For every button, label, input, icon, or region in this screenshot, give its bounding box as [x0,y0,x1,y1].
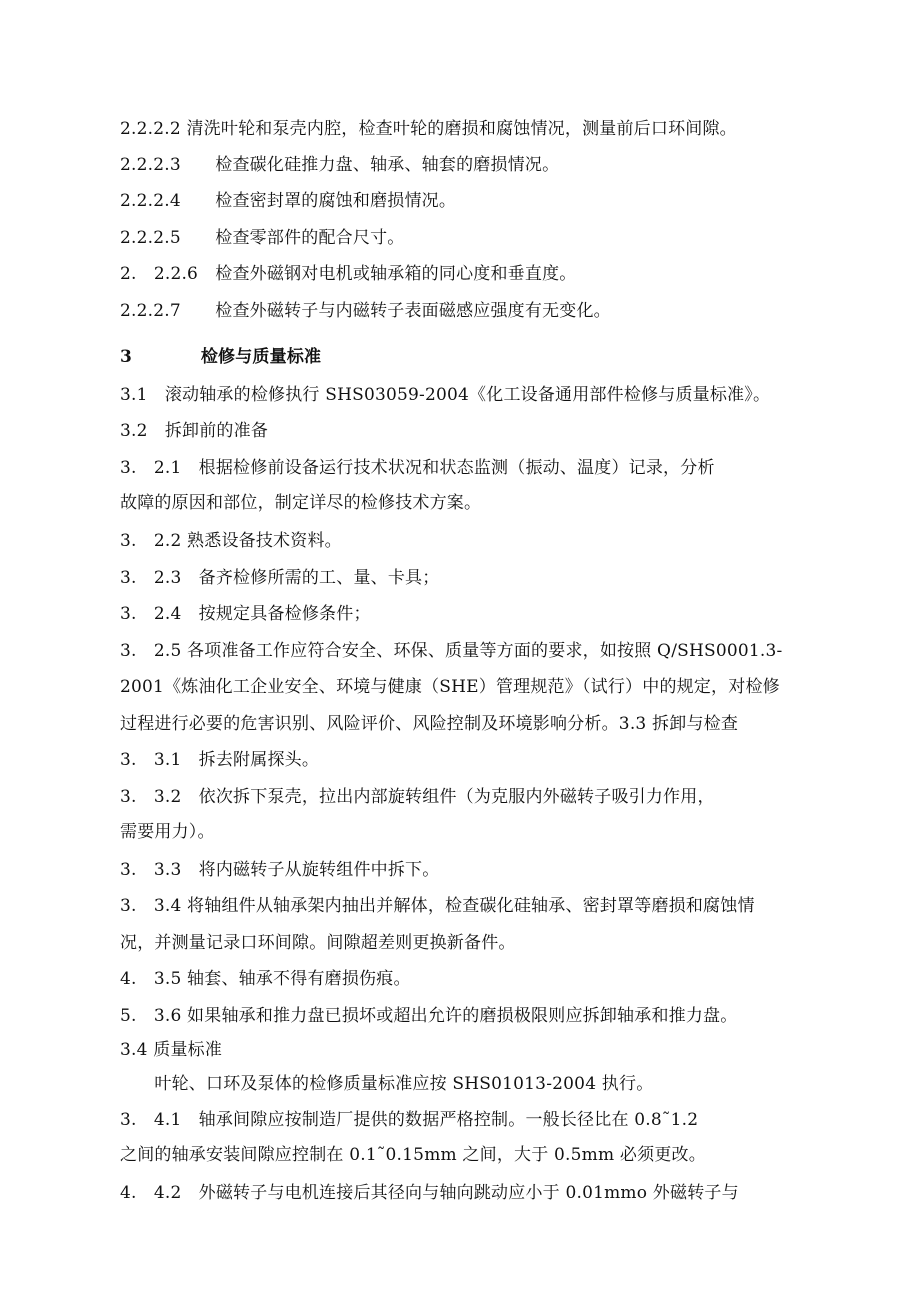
text-line: 叶轮、口环及泵体的检修质量标准应按 SHS01013-2004 执行。 [120,1074,654,1094]
text-line: 3. 3.3 将内磁转子从旋转组件中拆下。 [120,860,440,880]
text-line: 3.1 滚动轴承的检修执行 SHS03059-2004《化工设备通用部件检修与质量标准》。 [120,385,771,405]
text-line: 3.2 拆卸前的准备 [120,421,269,441]
text-line: 故障的原因和部位，制定详尽的检修技术方案。 [120,493,482,513]
text-line: 3. 3.2 依次拆下泵壳，拉出内部旋转组件（为克服内外磁转子吸引力作用， [120,787,715,807]
text-line: 3. 2.3 备齐检修所需的工、量、卡具； [120,568,440,588]
text-line: 过程进行必要的危害识别、风险评价、风险控制及环境影响分析。3.3 拆卸与检查 [120,714,739,734]
text-line: 3. 2.2 熟悉设备技术资料。 [120,531,342,551]
text-line: 2.2.2.2 清洗叶轮和泵壳内腔，检查叶轮的磨损和腐蚀情况，测量前后口环间隙。 [120,119,737,139]
text-line: 之间的轴承安装间隙应控制在 0.1˜0.15mm 之间，大于 0.5mm 必须更改。 [120,1145,706,1165]
text-line: 3. 4.1 轴承间隙应按制造厂提供的数据严格控制。一般长径比在 0.8˜1.2 [120,1110,699,1130]
text-line: 2.2.2.5 检查零部件的配合尺寸。 [120,228,405,248]
text-line: 3. 2.5 各项准备工作应符合安全、环保、质量等方面的要求，如按照 Q/SHS0001.3- [120,641,783,661]
text-line: 2.2.2.3 检查碳化硅推力盘、轴承、轴套的磨损情况。 [120,155,560,175]
text-line: 2.2.2.7 检查外磁转子与内磁转子表面磁感应强度有无变化。 [120,301,611,321]
section-heading: 3 检修与质量标准 [120,347,322,367]
text-line: 2001《炼油化工企业安全、环境与健康（SHE）管理规范》（试行）中的规定，对检修 [120,677,780,697]
text-line: 3.4 质量标准 [120,1040,223,1060]
text-line: 2.2.2.4 检查密封罩的腐蚀和磨损情况。 [120,191,457,211]
text-line: 4. 4.2 外磁转子与电机连接后其径向与轴向跳动应小于 0.01mmo 外磁转子与 [120,1183,739,1203]
text-line: 5. 3.6 如果轴承和推力盘已损坏或超出允许的磨损极限则应拆卸轴承和推力盘。 [120,1006,738,1026]
text-line: 3. 2.1 根据检修前设备运行技术状况和状态监测（振动、温度）记录，分析 [120,458,715,478]
text-line: 4. 3.5 轴套、轴承不得有磨损伤痕。 [120,969,411,989]
text-line: 2. 2.2.6 检查外磁钢对电机或轴承箱的同心度和垂直度。 [120,264,577,284]
text-line: 需要用力）。 [120,822,215,842]
text-line: 况，并测量记录口环间隙。间隙超差则更换新备件。 [120,933,516,953]
text-line: 3. 3.4 将轴组件从轴承架内抽出并解体，检查碳化硅轴承、密封罩等磨损和腐蚀情 [120,896,755,916]
text-line: 3. 3.1 拆去附属探头。 [120,750,320,770]
text-line: 3. 2.4 按规定具备检修条件； [120,604,371,624]
